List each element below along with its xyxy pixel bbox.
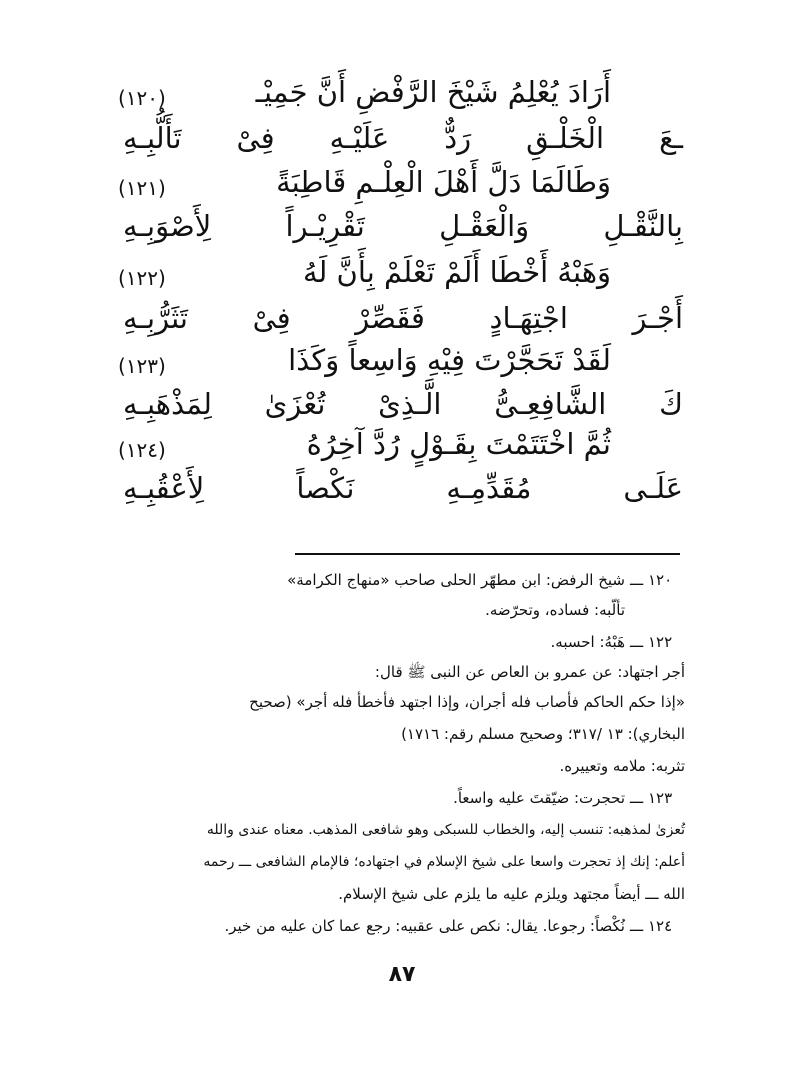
verse-number: (١٢٠) bbox=[118, 86, 166, 110]
footnote-line: تُعزىٰ لمذهبه: تنسب إليه، والخطاب للسبكى وهو شافعى المذهب. معناه عندى والله bbox=[206, 822, 685, 838]
verse-first-hemistich: وَطَالَمَا دَلَّ أَهْلَ الْعِلْـمِ قَاطِبَةً bbox=[276, 165, 611, 199]
verse-number: (١٢١) bbox=[118, 176, 166, 200]
footnote-number: ١٢٠ ـــ bbox=[630, 571, 673, 589]
verse-first-hemistich: أَرَادَ يُعْلِمُ شَيْخَ الرَّفْضِ أَنَّ جَمِيْـ bbox=[255, 75, 611, 109]
footnote-line: تألّبه: فساده، وتحرّضه. bbox=[485, 601, 625, 619]
footnote-number: ١٢٣ ـــ bbox=[630, 789, 673, 807]
footnote-line: أعلم: إنك إذ تحجرت واسعا على شيخ الإسلام في اجتهاده؛ فالإمام الشافعى ـــ رحمه bbox=[203, 854, 685, 870]
footnote-line: شيخ الرفض: ابن مطهّر الحلى صاحب «منهاج الكرامة» bbox=[287, 571, 625, 589]
footnote-separator bbox=[295, 553, 680, 555]
footnote-line: تحجرت: ضيّقتَ عليه واسعاً. bbox=[453, 789, 625, 807]
footnote-line: هَبْهُ: احسبه. bbox=[550, 633, 625, 651]
verse-first-hemistich: لَقَدْ تَحَجَّرْتَ فِيْهِ وَاسِعاً وَكَذَا bbox=[288, 343, 611, 377]
verse-second-hemistich: كَ الشَّافِعِـىُّ الَّـذِىْ تُعْزَىٰ لِمَذْهَبِـهِ bbox=[123, 387, 683, 421]
footnote-number: ١٢٤ ـــ bbox=[630, 917, 673, 935]
footnote-line: أجر اجتهاد: عن عمرو بن العاص عن النبى ﷺ قال: bbox=[374, 663, 685, 681]
verse-second-hemistich: عَلَـى مُقَدِّمِـهِ نَكْصاً لِأَعْقُبِـهِ bbox=[123, 471, 683, 505]
footnote-line: «إذا حكم الحاكم فأصاب فله أجران، وإذا اجتهد فأخطأ فله أجر» (صحيح bbox=[249, 693, 685, 711]
footnote-line: نُكْصاً: رجوعا. يقال: نكص على عقبيه: رجع عما كان عليه من خير. bbox=[224, 917, 625, 935]
page-number: ٨٧ bbox=[388, 962, 416, 987]
footnote-line: تثربه: ملامه وتعييره. bbox=[559, 757, 685, 775]
verse-first-hemistich: وَهَبْهُ أَخْطَا أَلَمْ تَعْلَمْ بِأَنَّ لَهُ bbox=[302, 255, 611, 289]
verse-number: (١٢٣) bbox=[118, 354, 166, 378]
footnote-line: الله ـــ أيضاً مجتهد ويلزم عليه ما يلزم على شيخ الإسلام. bbox=[338, 885, 685, 903]
verse-number: (١٢٢) bbox=[118, 266, 166, 290]
verse-second-hemistich: ـعَ الْخَلْـقِ رَدٌّ عَلَيْـهِ فِىْ تَأَلُّبِـهِ bbox=[123, 121, 683, 155]
verse-number: (١٢٤) bbox=[118, 438, 166, 462]
verse-first-hemistich: ثُمَّ اخْتَتَمْتَ بِقَـوْلٍ رُدَّ آخِرُهُ bbox=[306, 427, 611, 461]
footnote-number: ١٢٢ ـــ bbox=[630, 633, 673, 651]
verse-second-hemistich: أَجْـرَ اجْتِهَـادٍ فَقَصِّرْ فِىْ تَثَرُّبِـهِ bbox=[123, 301, 683, 335]
footnote-line: البخاري): ١٣ /٣١٧؛ وصحيح مسلم رقم: ١٧١٦) bbox=[401, 725, 685, 743]
verse-second-hemistich: بِالنَّقْـلِ وَالْعَقْـلِ تَقْرِيْـراً لِأَصْوَبِـهِ bbox=[123, 209, 683, 243]
